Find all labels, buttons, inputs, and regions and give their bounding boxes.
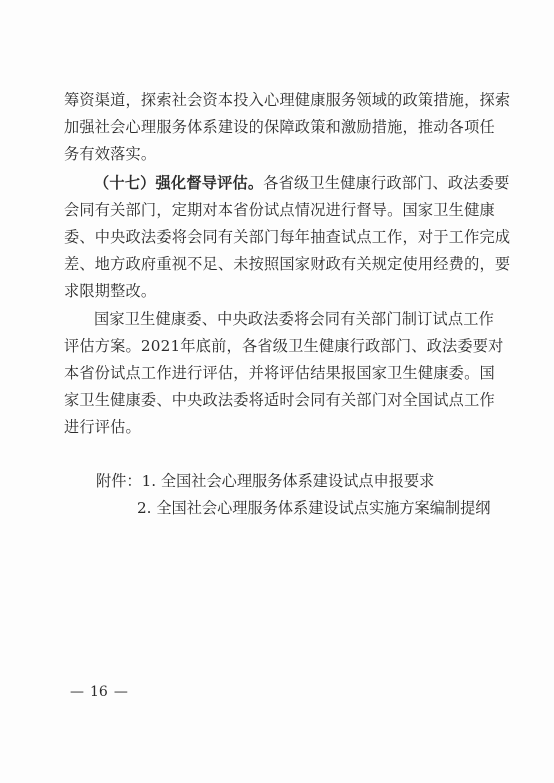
text-line: 评估方案。2021年底前，各省级卫生健康行政部门、政法委要对 (64, 337, 504, 355)
attachments-list (96, 468, 490, 522)
text-line: 务有效落实。 (64, 145, 157, 163)
attachment-item (96, 495, 490, 522)
text-line: 本省份试点工作进行评估，并将评估结果报国家卫生健康委。国 (64, 364, 495, 382)
page-number (64, 682, 134, 702)
text-line: 会同有关部门，定期对本省份试点情况进行督导。国家卫生健康 (64, 201, 495, 219)
attachments-label: 附件： (96, 472, 142, 490)
text-line: 加强社会心理服务体系建设的保障政策和激励措施，推动各项任 (64, 118, 495, 136)
paragraph-supervision (64, 170, 511, 305)
text-line-first: 国家卫生健康委、中央政法委将会同有关部门制订试点工作 (94, 310, 495, 328)
text-line: 委、中央政法委将会同有关部门每年抽查试点工作，对于工作完成 (64, 228, 511, 246)
text-line: 差、地方政府重视不足、未按照国家财政有关规定使用经费的，要 (64, 255, 511, 273)
section-heading: （十七）强化督导评估。 (94, 174, 264, 192)
text-line: 家卫生健康委、中央政法委将适时会同有关部门对全国试点工作 (64, 391, 495, 409)
attachment-title: 2. 全国社会心理服务体系建设试点实施方案编制提纲 (137, 499, 491, 517)
attachment-title: 1. 全国社会心理服务体系建设试点申报要求 (141, 472, 435, 490)
heading-followup-text: 各省级卫生健康行政部门、政法委要 (263, 174, 510, 192)
attachment-item (96, 468, 490, 495)
text-line-first (64, 170, 510, 197)
paragraph-evaluation (64, 306, 504, 441)
page-number-dash-right: — (113, 684, 128, 700)
text-line: 求限期整改。 (64, 282, 157, 300)
page-number-dash-left: — (70, 684, 84, 700)
text-line: 筹资渠道，探索社会资本投入心理健康服务领域的政策措施，探索 (64, 91, 511, 109)
paragraph-funding (64, 87, 511, 168)
page-number-value: 16 (90, 684, 108, 700)
text-line: 进行评估。 (64, 418, 141, 436)
